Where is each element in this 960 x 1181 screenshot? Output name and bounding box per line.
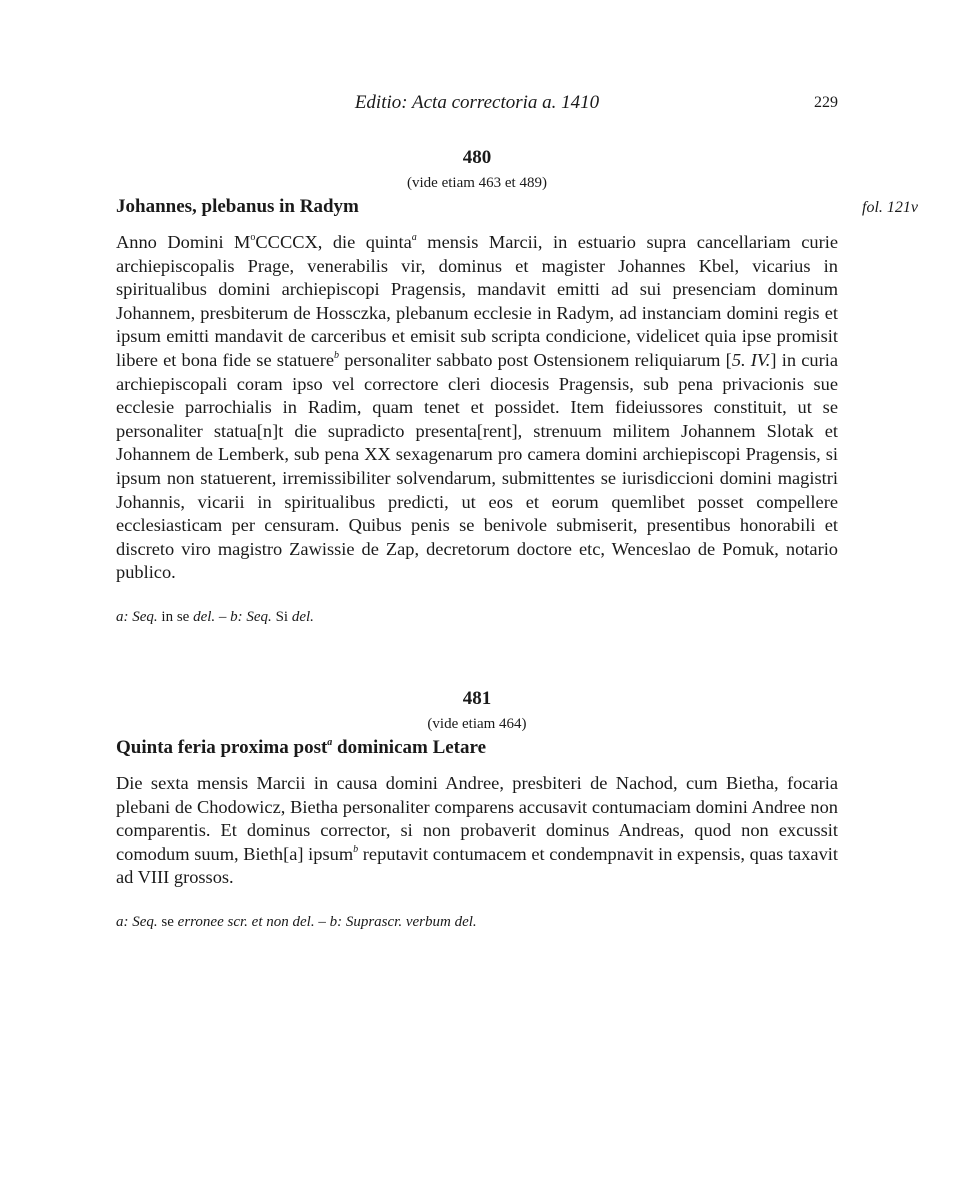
entry-heading-text: Johannes, plebanus in Radym xyxy=(116,196,359,217)
entry-number: 480 xyxy=(462,147,492,168)
critical-apparatus: a: Seq. se erronee scr. et non del. – b: Suprascr. verbum del. xyxy=(116,913,477,930)
date-note: 5. IV. xyxy=(731,349,771,370)
running-header xyxy=(116,92,838,118)
entry-481 xyxy=(116,688,838,932)
entry-number: 481 xyxy=(462,688,492,709)
page-number: 229 xyxy=(814,94,838,111)
cross-reference: (vide etiam 464) xyxy=(427,716,527,732)
entry-body xyxy=(116,772,838,890)
footnote-marker-a: a xyxy=(411,232,417,243)
running-title: Editio: Acta correctoria a. 1410 xyxy=(354,92,600,113)
cross-reference: (vide etiam 463 et 489) xyxy=(407,175,547,191)
superscript: o xyxy=(250,232,256,243)
folio-reference: fol. 121v xyxy=(862,199,918,216)
entry-paragraph: Anno Domini $M^oCCCCX$, die quinta$^a$ mensis Marcii, in estuario supra cancellariam curie archiepiscopalis Prage, venerabilis vir, dominus et magister Johannes Kbel, vicarius in spiritualibus domini archiepiscopi Pragensis, mandavit emitti ad sui presenciam dominum Johannem, presbiterum de Hossczka, plebanum ecclesie in Radym, ad instanciam domini regis et ipsum emitti mandavit de carceribus et emisit sub scripta condicione, videlicet quia ipse promisit libere et bona fide se statuere$^b$ personaliter sabbato post Ostensionem reliquiarum [5. IV.] in curia archiepiscopali coram ipso vel correctore cleri diocesis Pragensis, sub pena privacionis sue ecclesie parrochialis in Radim, quam tenet et possidet. Item fideiussores constituit, ut se personaliter statua[n]t die supradicto presenta[rent], strenuum militem Johannem Slotak et Johannem de Lemberk, sub pena XX sexagenarum pro camera domini archiepiscopi Pragensis, si ipsum non statuerent, irremissibiliter solvendarum, submittentes se iurisdiccioni domini magistri Johannis, vicarii in spiritualibus predicti, ut eos et eorum quemlibet posset compellere ecclesiasticam per censuram. Quibus penis se benivole submiserit, presentibus honorabili et discreto viro magistro Zawissie de Zap, decretorum doctore etc, Wenceslao de Pomuk, notario publico. xyxy=(116,232,838,583)
footnote-marker-b: b xyxy=(334,349,339,361)
entry-480 xyxy=(116,147,918,627)
entry-body xyxy=(116,231,838,585)
entry-heading: Quinta feria proxima post$^a$ dominicam Letare xyxy=(116,737,487,758)
footnote-marker-b: b xyxy=(353,843,359,855)
footnote-marker-a: a xyxy=(327,737,333,748)
entry-heading xyxy=(116,195,918,219)
critical-apparatus: a: Seq. in se del. – b: Seq. Si del. xyxy=(116,608,314,625)
entry-paragraph: Die sexta mensis Marcii in causa domini Andree, presbiteri de Nachod, cum Bietha, focaria plebani de Chodowicz, Bietha personaliter comparens accusavit contumaciam domini Andree non comparentis. Et dominus corrector, si non probaverit dominus Andreas, quod non excussit comodum suum, Bieth[a] ipsum$^b$ reputavit contumacem et condempnavit in expensis, quas taxavit ad VIII grossos. xyxy=(116,773,838,888)
